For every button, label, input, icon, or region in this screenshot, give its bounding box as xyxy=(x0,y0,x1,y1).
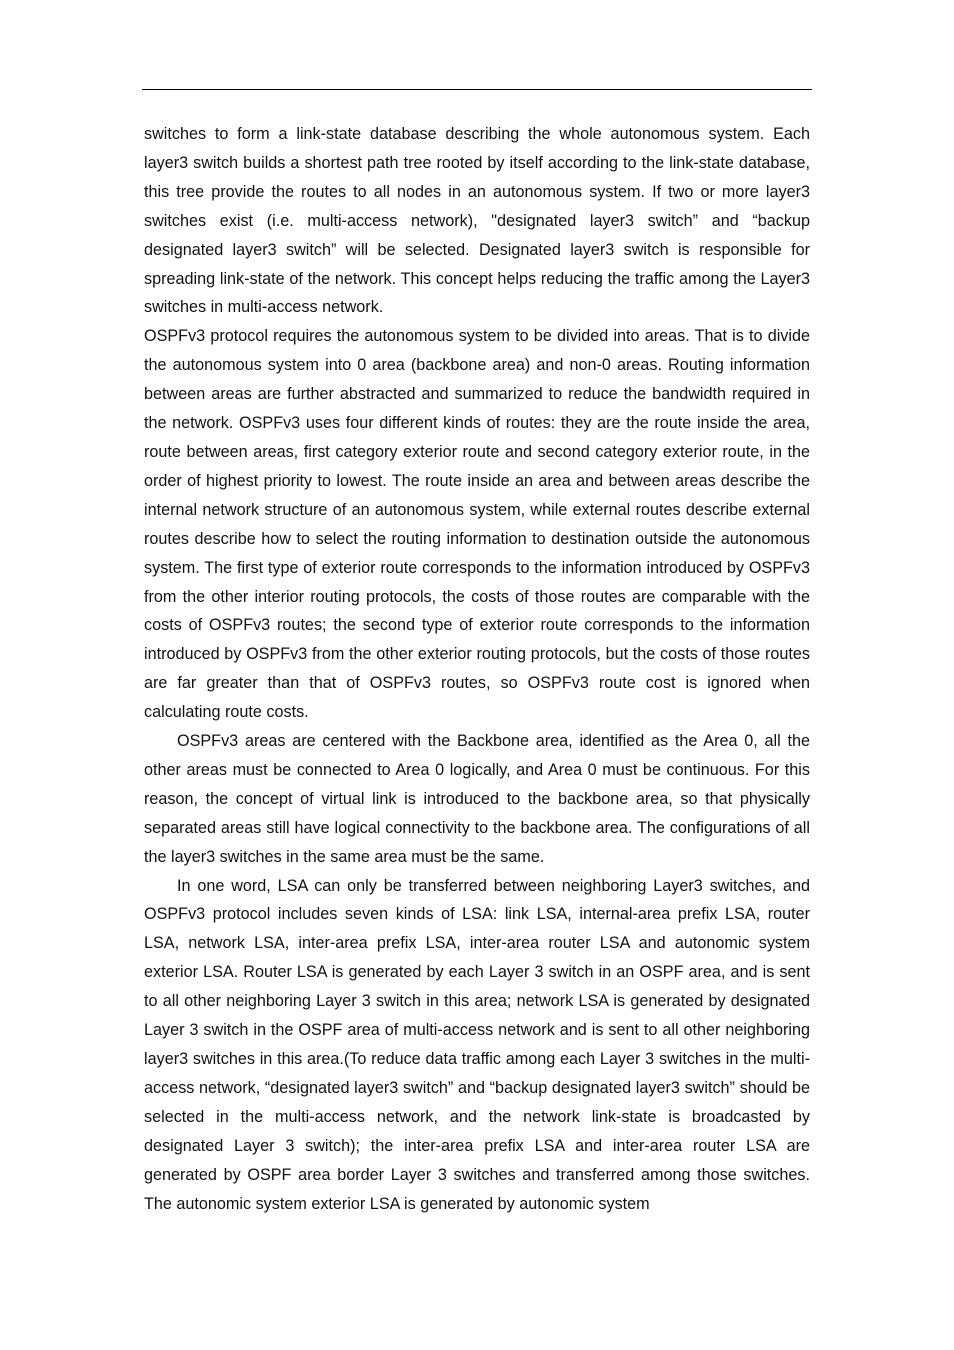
paragraph-ospfv3-areas-routes: OSPFv3 protocol requires the autonomous system to be divided into areas. That is to divide the autonomous system into 0 area (backbone area) and non-0 areas. Routing information between areas are further abstracted and summarized to reduce the bandwidth required in the network. OSPFv3 uses four different kinds of routes: they are the route inside the area, route between areas, first category exterior route and second category exterior route, in the order of highest priority to lowest. The route inside an area and between areas describe the internal network structure of an autonomous system, while external routes describe external routes describe how to select the routing information to destination outside the autonomous system. The first type of exterior route corresponds to the information introduced by OSPFv3 from the other interior routing protocols, the costs of those routes are comparable with the costs of OSPFv3 routes; the second type of exterior route corresponds to the information introduced by OSPFv3 from the other exterior routing protocols, but the costs of those routes are far greater than that of OSPFv3 routes, so OSPFv3 route cost is ignored when calculating route costs. xyxy=(144,327,810,722)
document-body xyxy=(144,120,810,1218)
paragraph-link-state-database: switches to form a link-state database describing the whole autonomous system. Each layer3 switch builds a shortest path tree rooted by itself according to the link-state database, this tree provide the routes to all nodes in an autonomous system. If two or more layer3 switches exist (i.e. multi-access network), "designated layer3 switch” and “backup designated layer3 switch” will be selected. Designated layer3 switch is responsible for spreading link-state of the network. This concept helps reducing the traffic among the Layer3 switches in multi-access network. xyxy=(144,125,810,317)
paragraph-backbone-area: OSPFv3 areas are centered with the Backbone area, identified as the Area 0, all the other areas must be connected to Area 0 logically, and Area 0 must be continuous. For this reason, the concept of virtual link is introduced to the backbone area, so that physically separated areas still have logical connectivity to the backbone area. The configurations of all the layer3 switches in the same area must be the same. xyxy=(144,732,810,866)
header-rule xyxy=(142,89,812,90)
paragraph-lsa-kinds: In one word, LSA can only be transferred between neighboring Layer3 switches, and OSPFv3 protocol includes seven kinds of LSA: link LSA, internal-area prefix LSA, router LSA, network LSA, inter-area prefix LSA, inter-area router LSA and autonomic system exterior LSA. Router LSA is generated by each Layer 3 switch in an OSPF area, and is sent to all other neighboring Layer 3 switch in this area; network LSA is generated by designated Layer 3 switch in the OSPF area of multi-access network and is sent to all other neighboring layer3 switches in this area.(To reduce data traffic among each Layer 3 switches in the multi-access network, “designated layer3 switch” and “backup designated layer3 switch” should be selected in the multi-access network, and the network link-state is broadcasted by designated Layer 3 switch); the inter-area prefix LSA and inter-area router LSA are generated by OSPF area border Layer 3 switches and transferred among those switches. The autonomic system exterior LSA is generated by autonomic system xyxy=(144,876,810,1213)
